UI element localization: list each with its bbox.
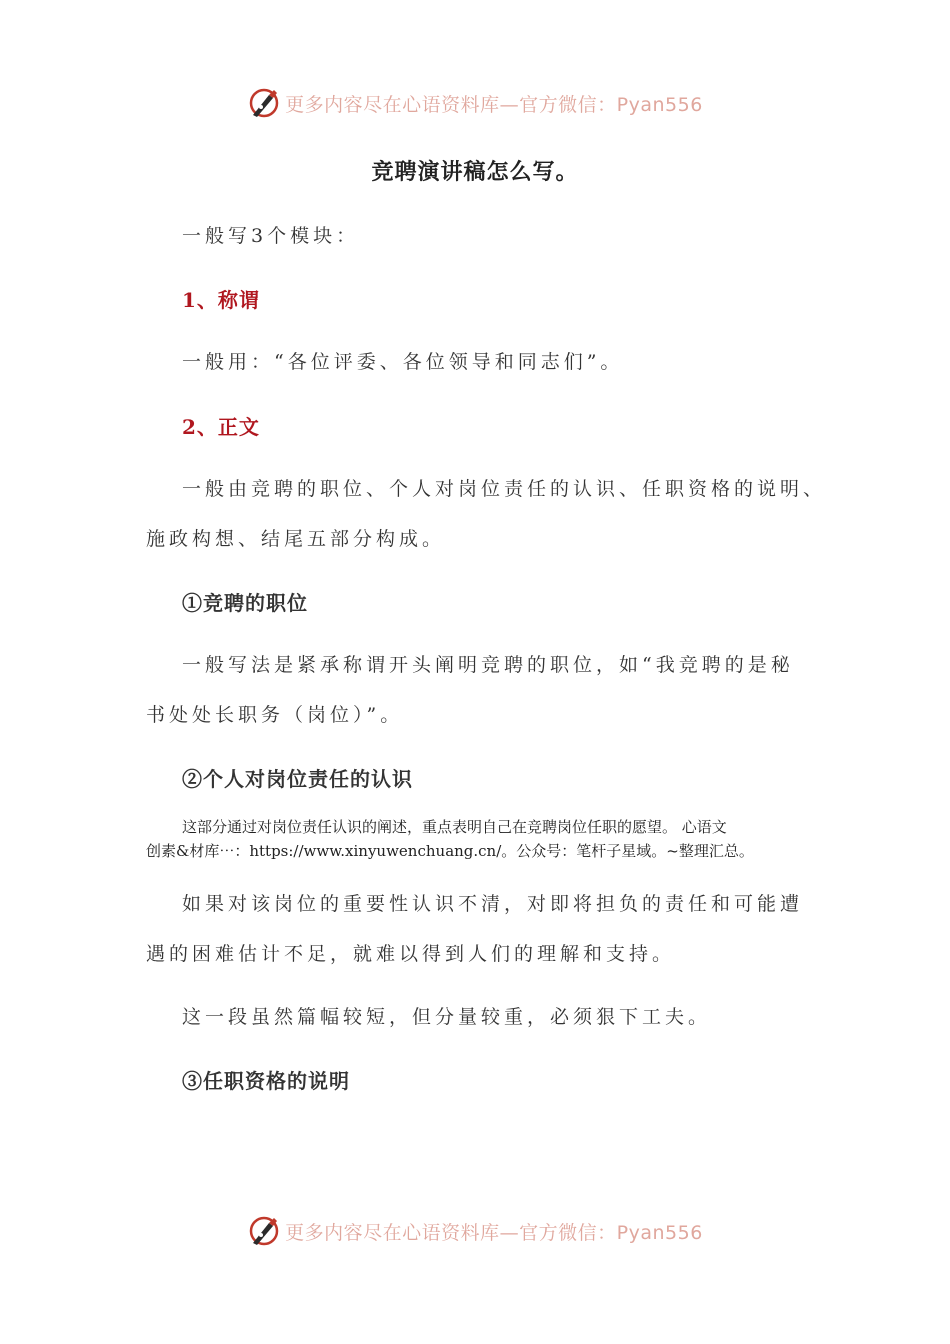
responsibility-paragraph-line1: 如果对该岗位的重要性认识不清，对即将担负的责任和可能遭	[182, 893, 804, 915]
subsection-heading-qualification: ③任职资格的说明	[182, 1069, 350, 1093]
section-heading-salutation: 1、称谓	[182, 288, 260, 312]
body-paragraph-line2: 施政构想、结尾五部分构成。	[146, 528, 446, 550]
pen-logo-icon	[247, 86, 281, 120]
banner-text: 更多内容尽在心语资料库—官方微信：Pyan556	[285, 1221, 703, 1244]
responsibility-note-line2: 创素&材库⋯：https://www.xinyuwenchuang.cn/。公众号：笔杆子星域。~整理汇总。	[146, 842, 754, 860]
position-paragraph-line1: 一般写法是紧承称谓开头阐明竞聘的职位，如“我竞聘的是秘	[182, 654, 794, 676]
body-paragraph-line1: 一般由竞聘的职位、个人对岗位责任的认识、任职资格的说明、	[182, 478, 827, 500]
banner-text: 更多内容尽在心语资料库—官方微信：Pyan556	[285, 93, 703, 116]
intro-paragraph: 一般写3个模块：	[182, 225, 360, 247]
responsibility-note-line1: 这部分通过对岗位责任认识的阐述，重点表明自己在竞聘岗位任职的愿望。 心语文	[182, 818, 727, 836]
responsibility-paragraph-line3: 这一段虽然篇幅较短，但分量较重，必须狠下工夫。	[182, 1006, 712, 1028]
subsection-heading-responsibility: ②个人对岗位责任的认识	[182, 767, 413, 791]
position-paragraph-line2: 书处处长职务（岗位）”。	[146, 704, 404, 726]
subsection-heading-position: ①竞聘的职位	[182, 591, 308, 615]
pen-logo-icon	[247, 1214, 281, 1248]
responsibility-paragraph-line2: 遇的困难估计不足，就难以得到人们的理解和支持。	[146, 943, 676, 965]
section-heading-body: 2、正文	[182, 415, 260, 439]
footer-watermark-banner	[0, 1211, 950, 1251]
header-watermark-banner	[0, 83, 950, 123]
salutation-paragraph: 一般用：“各位评委、各位领导和同志们”。	[182, 351, 624, 373]
document-title: 竞聘演讲稿怎么写。	[371, 159, 579, 185]
